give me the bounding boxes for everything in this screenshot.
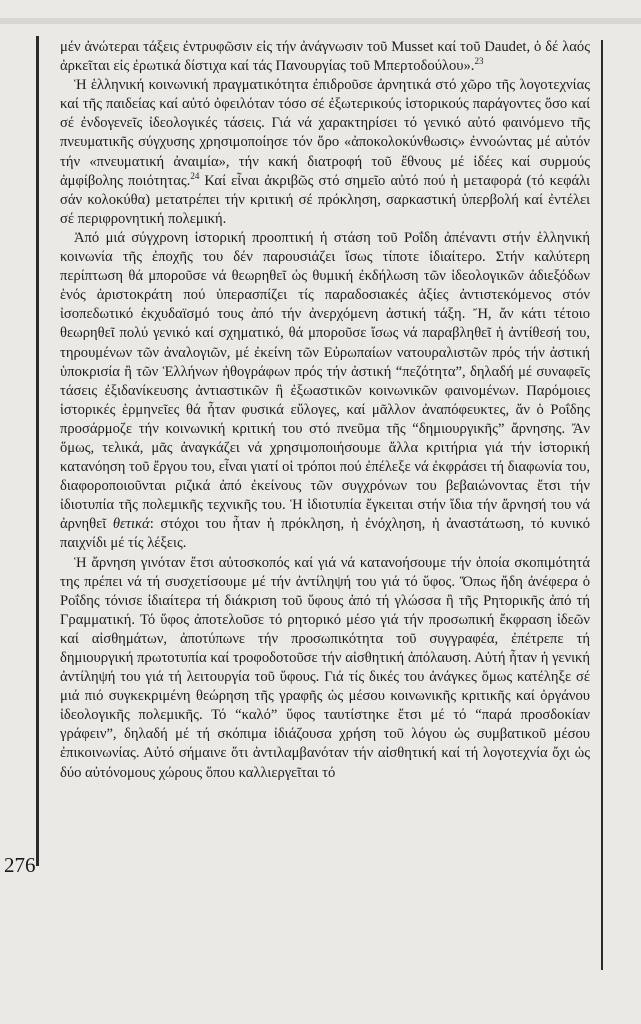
paragraph-text-continued: : στόχοι του ἦταν ἡ πρόκληση, ἡ ἐνόχληση, ἡ ἀναστάτωση, τό κυνικό παιχνίδι μέ τίς λέξεις. [60, 516, 591, 552]
paragraph-2 [60, 76, 590, 229]
paragraph-3 [60, 229, 590, 554]
footnote-marker: 23 [474, 56, 484, 67]
body-text [60, 38, 590, 783]
paragraph-text: Ἡ ἄρνηση γινόταν ἔτσι αὐτοσκοπός καί γιά νά κατανοήσουμε τήν ὁποία σκοπιμότητά της πρέπει νά τή συσχετίσουμε μέ τήν ἀντίληψή του γιά τό ὕφος. Ὅπως ἤδη ἀνέφερα ὁ Ροΐδης τόνισε ἰδιαίτερα τή διάκριση τοῦ ὕφους ἀπό τή γλώσσα ἢ τῆς Ρητορικῆς ἀπό τή Γραμματική. Τό ὕφος ἀποτελοῦσε τό ρητορικό μέσο γιά τήν προσωπική ἔκφραση ἰδεῶν καί αἰσθημάτων, ἀποτύπωνε τήν προσωπικότητα τοῦ συγγραφέα, ἐπέτρεπε τή δημιουργική πρωτοτυπία καί τροφοδοτοῦσε τήν αἰσθητική ἀπόλαυση. Αὐτή ἦταν ἡ γενική ἀντίληψή του γιά τή λειτουργία τοῦ ὕφους. Γιά τίς δικές του ἀνάγκες ὅμως κατέληξε σέ μιά πιό συγκεκριμένη θεώρηση τῆς γραφῆς ὡς μέσου κοινωνικῆς κριτικῆς καί ὀργάνου ἰδεολογικῆς πολεμικῆς. Τό “καλό” ὕφος ταυτίστηκε ἔτσι μέ τό “παρά προσδοκίαν γράφειν”, δηλαδή μέ τή σκόπιμα ἰδιάζουσα χρήση τοῦ λόγου ὡς συμβατικοῦ μέσου ἐπικοινωνίας. Αὐτό σήμαινε ὅτι ἀντιλαμβανόταν τήν αἰσθητική καί τή λογοτεχνία ὄχι ὡς δύο αὐτόνομους χώρους ὅπου καλλιεργεῖται τό [60, 554, 590, 781]
right-column-rule [601, 40, 603, 970]
left-column-rule [36, 36, 39, 866]
paragraph-text: μέν ἀνώτεραι τάξεις ἐντρυφῶσιν εἰς τήν ἀνάγνωσιν τοῦ Musset καί τοῦ Daudet, ὁ δέ λαός ἀρκεῖται εἰς ἐρωτικά δίστιχα καί τάς Πανουργίας τοῦ Μπερτοδούλου». [60, 39, 590, 75]
footnote-marker: 24 [190, 170, 200, 181]
paragraph-4 [60, 554, 590, 783]
paragraph-text: Ἡ ἑλληνική κοινωνική πραγματικότητα ἐπιδροῦσε ἀρνητικά στό χῶρο τῆς λογοτεχνίας καί τῆς παιδείας καί αὐτό ὀφειλόταν τόσο σέ ἐξωτερικούς ἱστορικούς παράγοντες ὅσο καί σέ ἐνδογενεῖς ἰδεολογικές τάσεις. Γιά νά χαρακτηρίσει τό γενικό αὐτό φαινόμενο τῆς πνευματικῆς σύγχυσης χρησιμοποίησε τόν ὅρο «ἀποκολοκύνθωσις» ἐννοώντας μέ αὐτόν τήν «πνευματική ἀναιμία», τήν κακή διατροφή τοῦ ἔθνους μέ ἰδέες καί συρμούς ἀμφίβολης ποιότητας. [60, 77, 590, 189]
top-edge-shadow [0, 18, 641, 24]
italic-emphasis: θετικά [112, 516, 150, 533]
paragraph-text: Ἀπό μιά σύγχρονη ἱστορική προοπτική ἡ στάση τοῦ Ροΐδη ἀπέναντι στήν ἑλληνική κοινωνία τῆς ἐποχῆς του δέν παρουσιάζει ἴσως τίποτε ἰδιαίτερο. Στήν καλύτερη περίπτωση θά μποροῦσε νά θεωρηθεῖ ὡς θυμική ἐκδήλωση τῶν ἰδεολογικῶν ἀδιεξόδων ἑνός ἀριστοκράτη πού ὑπερασπίζει τίς παραδοσιακές ἀξίες ἀντιστεκόμενος στόν ἰσοπεδωτικό ἐκχυδαϊσμό τους ἀπό τήν ἀνερχόμενη ἀστική τάξη. Ἤ, ἄν κάτι τέτοιο θεωρηθεῖ πολύ γενικό καί σχηματικό, θά μποροῦσε ἴσως νά παραβληθεῖ ἡ ἀντίθεσή του, τηρουμένων τῶν ἀναλογιῶν, μέ ἐκείνη τῶν Εὐρωπαίων νατουραλιστῶν πρός τήν ἀστική ὑποκρισία ἢ τῶν Ἑλλήνων ἠθογράφων πρός τήν ἀστική “πεζότητα”, δηλαδή μέ συναφεῖς τάσεις ἐξιδανίκευσης ἀντιαστικῶν ἢ ἐξωαστικῶν κοινωνικῶν φαινομένων. Παρόμοιες ἱστορικές ἑρμηνεῖες θά ἦταν φυσικά εὔλογες, καί μᾶλλον ἀναπόφευκτες, ἄν ὁ Ροΐδης προσάρμοζε τήν κοινωνική κριτική του στό πνεῦμα τῆς “δημιουργικῆς” ἄρνησης. Ἄν ὅμως, τελικά, μᾶς ἀναγκάζει νά χρησιμοποιήσουμε ἄλλα κριτήρια γιά τήν ἱστορική κατανόηση τοῦ ἔργου του, εἶναι γιατί οἱ τρόποι πού ἐπέλεξε νά ἐκφράσει τή διαφωνία του, διαφοροποιοῦνται ριζικά ἀπό ἐκείνους τῶν συγχρόνων του βεβαιώνοντας ἔτσι τήν ἰδιοτυπία τῆς πολεμικῆς τεχνικῆς του. Ἡ ἰδιοτυπία ἔγκειται στήν ἴδια τήν ἄρνησή του νά ἀρνηθεῖ [60, 229, 590, 533]
paragraph-1 [60, 38, 590, 76]
page-number: 276 [4, 853, 36, 877]
paragraph-text-continued: Καί εἶναι ἀκριβῶς στό σημεῖο αὐτό πού ἡ μεταφορά (τό κεφάλι σάν κολοκύθα) μετατρέπει τήν κριτική σέ πρόκληση, σαρκαστική ὑπερβολή καί ἐντέλει σέ περιφρονητική πολεμική. [60, 172, 590, 227]
